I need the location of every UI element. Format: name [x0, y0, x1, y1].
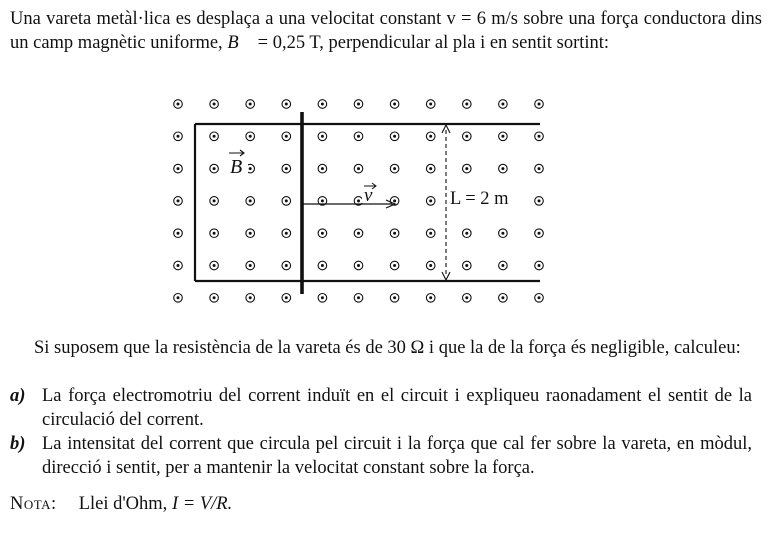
- field-out-dot: [535, 197, 544, 206]
- field-label: B: [230, 156, 243, 178]
- field-out-dot: [174, 132, 183, 141]
- field-out-dot: [354, 132, 363, 141]
- note-label: Nota:: [10, 494, 57, 514]
- field-out-dot: [499, 294, 508, 303]
- question-b: [10, 432, 752, 480]
- note-text: Llei d'Ohm,: [78, 494, 172, 514]
- question-b-marker: b): [10, 434, 26, 454]
- note-formula: I = V/R.: [171, 494, 233, 514]
- field-out-dot: [426, 294, 435, 303]
- field-out-dot: [246, 197, 255, 206]
- field-out-dot: [318, 132, 327, 141]
- field-out-dot: [174, 197, 183, 206]
- field-out-dot: [210, 100, 219, 109]
- field-out-dot: [282, 164, 291, 173]
- field-out-dot: [535, 164, 544, 173]
- field-out-dot: [463, 261, 472, 270]
- field-out-dot: [246, 229, 255, 238]
- field-out-dot: [463, 100, 472, 109]
- field-out-dot: [246, 261, 255, 270]
- field-out-dot: [318, 261, 327, 270]
- field-out-dot: [499, 164, 508, 173]
- field-out-dot: [282, 132, 291, 141]
- field-out-dot: [390, 261, 399, 270]
- field-out-dot: [390, 229, 399, 238]
- field-out-dot: [535, 294, 544, 303]
- field-out-dot: [390, 100, 399, 109]
- field-out-dot: [318, 294, 327, 303]
- field-out-dot: [354, 229, 363, 238]
- field-out-dot: [535, 132, 544, 141]
- field-out-dot: [210, 229, 219, 238]
- field-out-dot: [282, 229, 291, 238]
- field-out-dot: [463, 229, 472, 238]
- field-symbol-letter: B: [227, 32, 254, 53]
- field-out-dot: [463, 294, 472, 303]
- field-out-dot: [246, 294, 255, 303]
- field-out-dot: [499, 132, 508, 141]
- intro-pre-text: Una vareta metàl·lica es desplaça a una velocitat constant v = 6 m/s sobre una força conductora dins un camp magnètic uniforme,: [10, 9, 762, 53]
- field-out-dot: [354, 164, 363, 173]
- field-out-dot: [390, 132, 399, 141]
- intro-post-text: = 0,25 T, perpendicular al pla i en sentit sortint:: [253, 32, 610, 53]
- field-out-dot: [174, 100, 183, 109]
- field-out-dot: [246, 100, 255, 109]
- field-out-dot: [174, 261, 183, 270]
- field-out-dot: [499, 100, 508, 109]
- field-out-dot: [426, 100, 435, 109]
- question-b-item: [10, 432, 752, 480]
- length-label: L = 2 m: [450, 189, 509, 209]
- note: [10, 492, 752, 516]
- field-out-dot: [210, 197, 219, 206]
- question-a-text: La força electromotriu del corrent induït en el circuit i expliqueu raonadament el sentit de la circulació del corrent.: [42, 386, 752, 430]
- field-out-dot: [210, 164, 219, 173]
- field-out-dot: [246, 132, 255, 141]
- field-out-dot: [354, 294, 363, 303]
- field-out-dot: [210, 294, 219, 303]
- field-out-dot: [210, 132, 219, 141]
- field-out-dot: [282, 294, 291, 303]
- field-out-dot: [174, 164, 183, 173]
- field-out-dot: [426, 132, 435, 141]
- field-out-dot: [318, 229, 327, 238]
- velocity-label: v: [364, 185, 373, 206]
- field-out-dot: [354, 100, 363, 109]
- field-out-dot: [282, 100, 291, 109]
- field-out-dot: [282, 197, 291, 206]
- field-out-dot: [174, 294, 183, 303]
- field-out-dot: [354, 261, 363, 270]
- field-out-dot: [535, 100, 544, 109]
- field-out-dot: [318, 100, 327, 109]
- question-b-text: La intensitat del corrent que circula pel circuit i la força que cal fer sobre la vareta, en mòdul, direcció i sentit, per a mantenir la velocitat constant sobre la força.: [42, 434, 752, 478]
- field-out-dot: [426, 197, 435, 206]
- field-out-dot: [499, 261, 508, 270]
- field-out-dot: [426, 229, 435, 238]
- field-out-dot: [535, 229, 544, 238]
- field-out-dot: [499, 229, 508, 238]
- field-out-dot: [174, 229, 183, 238]
- field-out-dot: [535, 261, 544, 270]
- field-out-dot: [426, 164, 435, 173]
- question-a-marker: a): [10, 386, 26, 406]
- resistance-statement: Si suposem que la resistència de la vareta és de 30 Ω i que la de la força és negligible, calculeu:: [34, 338, 741, 358]
- field-out-dot: [426, 261, 435, 270]
- field-out-dot: [390, 164, 399, 173]
- field-out-dot: [318, 164, 327, 173]
- question-a: [10, 384, 752, 432]
- field-out-dot: [463, 132, 472, 141]
- field-out-dot: [210, 261, 219, 270]
- question-a-item: [10, 384, 752, 432]
- field-out-dot: [282, 261, 291, 270]
- field-out-dot: [390, 294, 399, 303]
- field-out-dot: [463, 164, 472, 173]
